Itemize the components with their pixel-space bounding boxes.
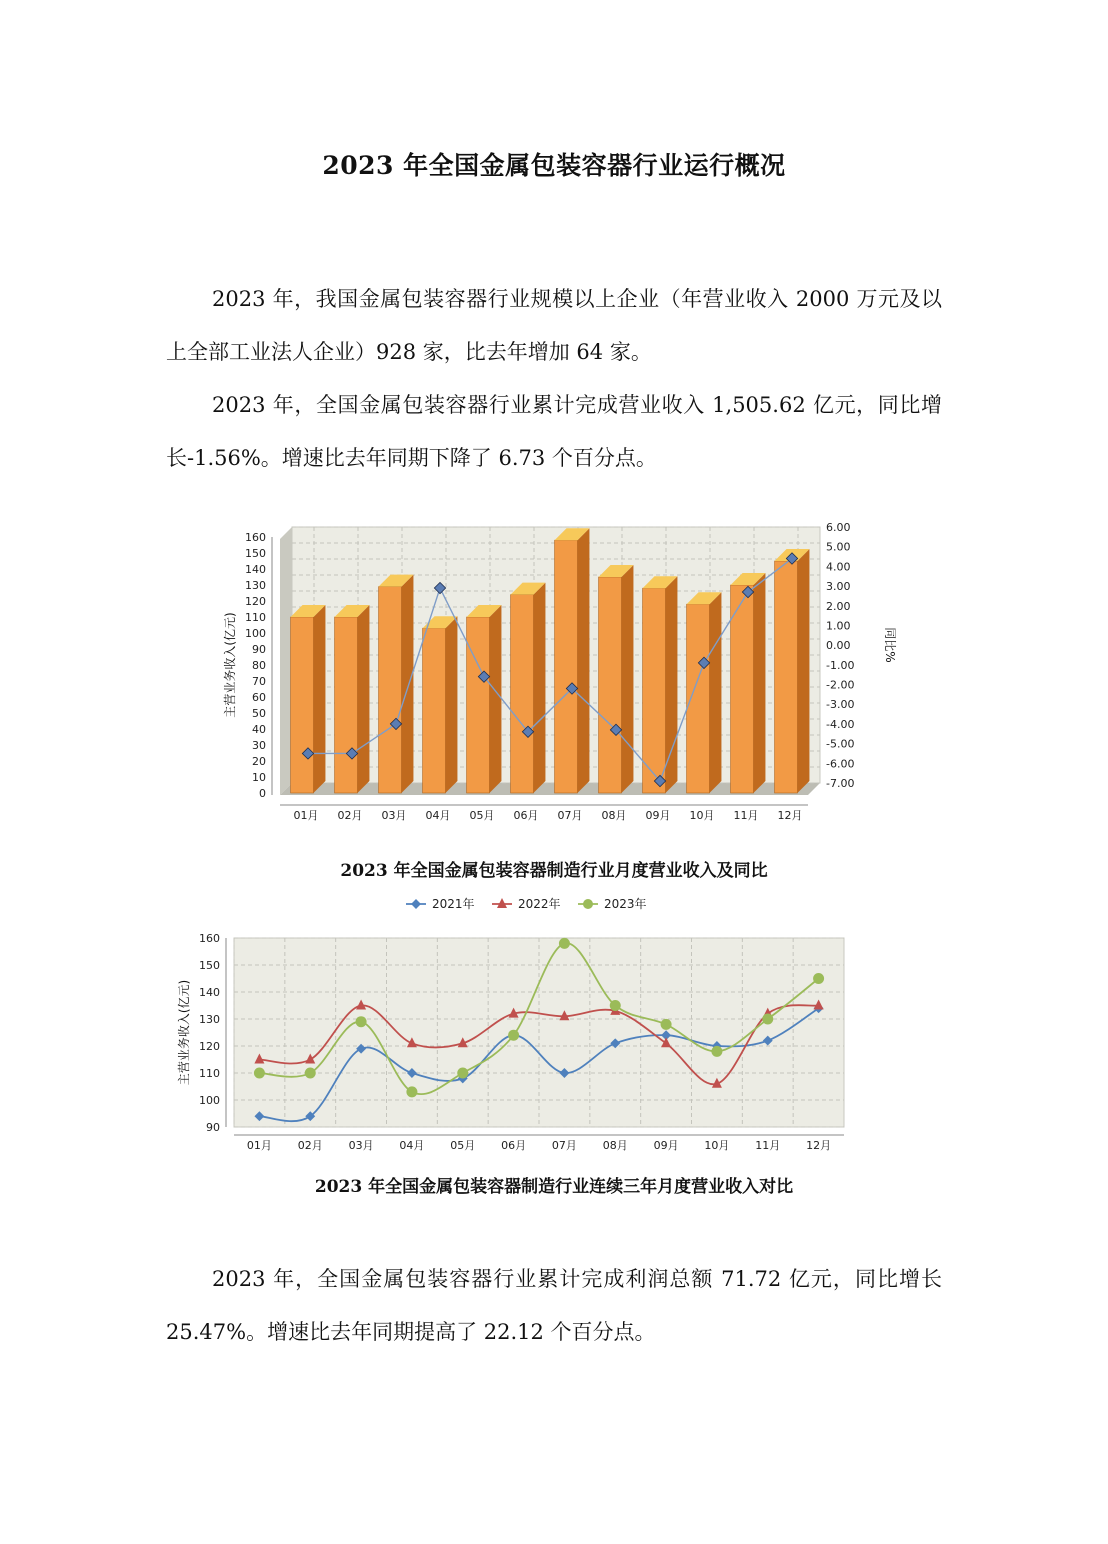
- bar-front: [467, 617, 490, 793]
- bar-front: [423, 628, 446, 793]
- x-tick-label: 10月: [689, 809, 715, 822]
- legend-item: [406, 896, 475, 911]
- y2-tick-label: -4.00: [826, 717, 855, 731]
- bar-side: [401, 575, 413, 793]
- y2-tick-label: 5.00: [826, 540, 851, 554]
- three-year-comparison-chart: [170, 890, 870, 1165]
- y2-tick-label: -5.00: [826, 737, 855, 751]
- y-tick-label: 10: [252, 771, 266, 784]
- y2-tick-label: -2.00: [826, 678, 855, 692]
- bar-front: [555, 540, 578, 793]
- bar-front: [379, 587, 402, 793]
- page-title: 2023 年全国金属包装容器行业运行概况: [322, 151, 786, 180]
- x-tick-label: 06月: [501, 1139, 527, 1152]
- data-point: [406, 1086, 417, 1097]
- bar: [731, 573, 766, 793]
- data-point: [305, 1068, 316, 1079]
- y-tick-label: 60: [252, 691, 266, 704]
- y-axis-title: 主营业务收入(亿元): [223, 612, 237, 718]
- y2-tick-label: 2.00: [826, 599, 851, 613]
- legend-label: 2021年: [432, 897, 475, 911]
- legend-marker: [411, 899, 421, 909]
- legend: [406, 896, 647, 911]
- y2-tick-label: 1.00: [826, 619, 851, 633]
- y-tick-label: 0: [259, 787, 266, 800]
- x-tick-label: 01月: [293, 809, 319, 822]
- legend-item: [578, 896, 647, 911]
- plot-left-wall: [280, 527, 292, 795]
- y-tick-label: 90: [206, 1121, 220, 1134]
- y2-tick-label: 3.00: [826, 580, 851, 594]
- y-tick-label: 120: [199, 1040, 220, 1053]
- bar-front: [599, 577, 622, 793]
- bar-front: [643, 588, 666, 793]
- y-tick-label: 150: [245, 547, 266, 560]
- paragraph-revenue: 2023 年，全国金属包装容器行业累计完成营业收入 1,505.62 亿元，同比增长-1.56%。增速比去年同期下降了 6.73 个百分点。: [166, 393, 942, 470]
- y-tick-label: 140: [199, 986, 220, 999]
- y-tick-label: 100: [245, 627, 266, 640]
- y-tick-label: 70: [252, 675, 266, 688]
- x-tick-label: 01月: [246, 1139, 272, 1152]
- y2-tick-label: 6.00: [826, 521, 851, 534]
- y2-axis-title: 同比%: [883, 627, 897, 663]
- y2-tick-label: 4.00: [826, 560, 851, 574]
- y2-tick-label: -7.00: [826, 777, 855, 790]
- x-tick-label: 08月: [602, 1139, 628, 1152]
- bar: [599, 565, 634, 793]
- y-tick-label: 150: [199, 959, 220, 972]
- x-tick-label: 05月: [469, 809, 495, 822]
- y-tick-label: 110: [199, 1067, 220, 1080]
- y-tick-label: 100: [199, 1094, 220, 1107]
- legend-item: [492, 896, 561, 911]
- bar: [555, 528, 590, 793]
- bar-front: [291, 617, 314, 793]
- bar-side: [313, 605, 325, 793]
- bar-side: [709, 592, 721, 793]
- y-tick-label: 140: [245, 563, 266, 576]
- bar: [775, 549, 810, 793]
- x-tick-label: 12月: [806, 1139, 832, 1152]
- x-tick-label: 11月: [755, 1139, 781, 1152]
- y-tick-label: 130: [245, 579, 266, 592]
- legend-marker: [583, 899, 593, 909]
- bar: [291, 605, 326, 793]
- bar-side: [533, 583, 545, 793]
- y-tick-label: 160: [199, 932, 220, 945]
- x-tick-label: 06月: [513, 809, 539, 822]
- x-tick-label: 12月: [777, 809, 803, 822]
- bar: [643, 576, 678, 793]
- x-tick-label: 02月: [337, 809, 363, 822]
- y-axis-title: 主营业务收入(亿元): [177, 979, 191, 1086]
- x-tick-label: 11月: [733, 809, 759, 822]
- y-tick-label: 40: [252, 723, 266, 736]
- bar: [511, 583, 546, 793]
- data-point: [457, 1068, 468, 1079]
- data-point: [711, 1046, 722, 1057]
- bar-side: [577, 528, 589, 793]
- paragraph-enterprises: 2023 年，我国金属包装容器行业规模以上企业（年营业收入 2000 万元及以上全部工业法人企业）928 家，比去年增加 64 家。: [166, 287, 942, 364]
- y2-tick-label: -1.00: [826, 658, 855, 672]
- data-point: [254, 1068, 265, 1079]
- y-tick-label: 160: [245, 531, 266, 544]
- y-tick-label: 20: [252, 755, 266, 768]
- bar-front: [511, 595, 534, 793]
- chart1-caption: 2023 年全国金属包装容器制造行业月度营业收入及同比: [340, 861, 768, 881]
- data-point: [356, 1016, 367, 1027]
- bar-side: [489, 605, 501, 793]
- legend-marker: [497, 898, 507, 908]
- x-tick-label: 03月: [348, 1139, 374, 1152]
- data-point: [508, 1030, 519, 1041]
- bar: [379, 575, 414, 793]
- x-tick-label: 03月: [381, 809, 407, 822]
- y-tick-label: 50: [252, 707, 266, 720]
- x-tick-label: 02月: [297, 1139, 323, 1152]
- data-point: [559, 938, 570, 949]
- x-tick-label: 04月: [399, 1139, 425, 1152]
- y-tick-label: 120: [245, 595, 266, 608]
- y-tick-label: 110: [245, 611, 266, 624]
- bar-side: [753, 573, 765, 793]
- bar-side: [621, 565, 633, 793]
- x-tick-label: 08月: [601, 809, 627, 822]
- bar-front: [731, 585, 754, 793]
- bar: [423, 616, 458, 793]
- x-tick-label: 07月: [551, 1139, 577, 1152]
- monthly-revenue-chart: [210, 515, 897, 833]
- bar-front: [775, 561, 798, 793]
- chart2-caption: 2023 年全国金属包装容器制造行业连续三年月度营业收入对比: [314, 1177, 794, 1197]
- bar-side: [445, 616, 457, 793]
- legend-label: 2023年: [604, 897, 647, 911]
- y2-tick-label: -3.00: [826, 698, 855, 712]
- x-tick-label: 05月: [450, 1139, 476, 1152]
- y2-tick-label: 0.00: [826, 639, 851, 653]
- y-tick-label: 80: [252, 659, 266, 672]
- bar-front: [335, 617, 358, 793]
- bar: [335, 605, 370, 793]
- data-point: [610, 1000, 621, 1011]
- data-point: [661, 1019, 672, 1030]
- bar: [687, 592, 722, 793]
- bar-side: [357, 605, 369, 793]
- bar-side: [797, 549, 809, 793]
- y-tick-label: 30: [252, 739, 266, 752]
- x-tick-label: 07月: [557, 809, 583, 822]
- bar: [467, 605, 502, 793]
- x-tick-label: 04月: [425, 809, 451, 822]
- y2-tick-label: -6.00: [826, 757, 855, 771]
- data-point: [813, 973, 824, 984]
- x-tick-label: 09月: [653, 1139, 679, 1152]
- data-point: [762, 1014, 773, 1025]
- x-tick-label: 09月: [645, 809, 671, 822]
- y-tick-label: 130: [199, 1013, 220, 1026]
- paragraph-profit: 2023 年，全国金属包装容器行业累计完成利润总额 71.72 亿元，同比增长 25.47%。增速比去年同期提高了 22.12 个百分点。: [166, 1267, 942, 1344]
- x-tick-label: 10月: [704, 1139, 730, 1152]
- y-tick-label: 90: [252, 643, 266, 656]
- legend-label: 2022年: [518, 897, 561, 911]
